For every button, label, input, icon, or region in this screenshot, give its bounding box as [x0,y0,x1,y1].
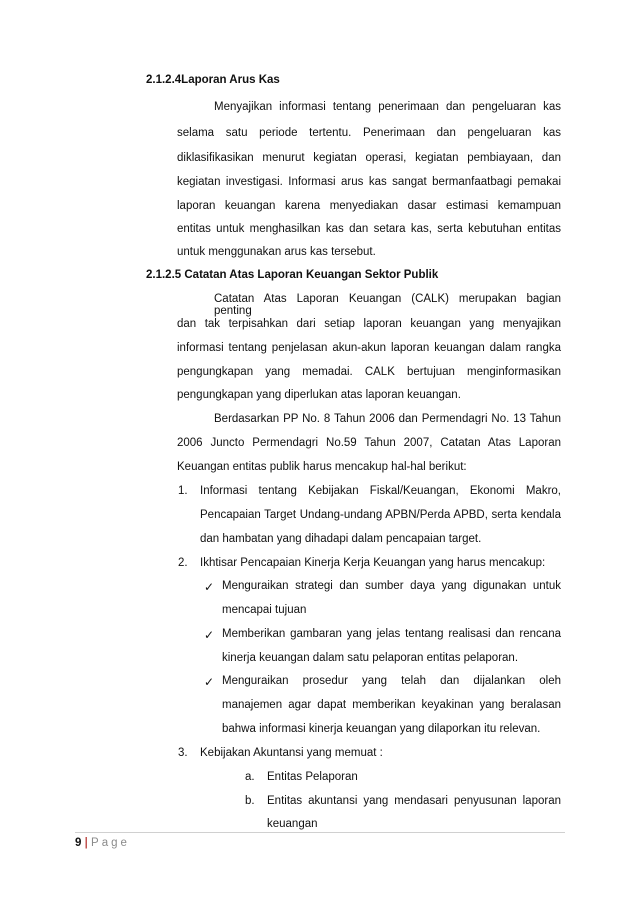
check-item-line: Memberikan gambaran yang jelas tentang realisasi dan rencana [222,628,561,640]
paragraph-line: Berdasarkan PP No. 8 Tahun 2006 dan Permendagri No. 13 Tahun [214,413,561,425]
section-heading-arus-kas: 2.1.2.4Laporan Arus Kas [146,74,280,86]
paragraph-line: untuk menggunakan arus kas tersebut. [177,246,376,258]
paragraph-line: Catatan Atas Laporan Keuangan (CALK) merupakan bagian penting [214,293,561,317]
paragraph-line: Menyajikan informasi tentang penerimaan dan pengeluaran kas [214,101,561,113]
list-item-line: Informasi tentang Kebijakan Fiskal/Keuangan, Ekonomi Makro, [200,485,561,497]
paragraph-line: Keuangan entitas publik harus mencakup hal-hal berikut: [177,461,467,473]
paragraph-line: kegiatan investigasi. Informasi arus kas sangat bermanfaatbagi pemakai [177,176,561,188]
page-label: Page [91,837,130,849]
list-number: 2. [178,557,188,569]
paragraph-line: entitas untuk menghasilkan kas dan setara kas, serta kebutuhan entitas [177,223,561,235]
paragraph-line: dan tak terpisahkan dari setiap laporan keuangan yang menyajikan [177,318,561,330]
check-item-line: mencapai tujuan [222,604,307,616]
sub-list-line: Entitas Pelaporan [267,771,358,783]
check-item-line: kinerja keuangan dalam satu pelaporan entitas pelaporan. [222,652,519,664]
paragraph-line: laporan keuangan karena menyediakan dasar estimasi kemampuan [177,200,561,212]
sub-list-line: Entitas akuntansi yang mendasari penyusunan laporan [267,795,561,807]
checkmark-icon: ✓ [204,675,215,689]
page-separator: | [84,837,88,849]
page-footer [75,837,130,849]
list-item-line: Pencapaian Target Undang-undang APBN/Perda APBD, serta kendala [200,509,561,521]
paragraph-line: pengungkapan yang diperlukan atas laporan keuangan. [177,389,461,401]
list-item-line: Kebijakan Akuntansi yang memuat : [200,747,383,759]
check-item-line: manajemen agar dapat memberikan keyakinan yang beralasan [222,699,561,711]
check-item-line: bahwa informasi kinerja keuangan yang dilaporkan itu relevan. [222,723,541,735]
paragraph-line: selama satu periode tertentu. Penerimaan dan pengeluaran kas [177,127,561,139]
check-item-line: Menguraikan prosedur yang telah dan dijalankan oleh [222,675,561,687]
paragraph-line: pengungkapan yang memadai. CALK bertujuan menginformasikan [177,366,561,378]
footer-rule [75,832,565,833]
sub-list-letter: b. [245,795,255,807]
check-item-line: Menguraikan strategi dan sumber daya yang digunakan untuk [222,580,561,592]
sub-list-line: keuangan [267,818,318,830]
section-heading-calk: 2.1.2.5 Catatan Atas Laporan Keuangan Sektor Publik [146,269,439,281]
paragraph-line: diklasifikasikan menurut kegiatan operasi, kegiatan pembiayaan, dan [177,152,561,164]
sub-list-letter: a. [245,771,255,783]
checkmark-icon: ✓ [204,628,215,642]
list-item-line: dan hambatan yang dihadapi dalam pencapaian target. [200,533,482,545]
list-number: 1. [178,485,188,497]
paragraph-line: 2006 Juncto Permendagri No.59 Tahun 2007, Catatan Atas Laporan [177,437,561,449]
list-number: 3. [178,747,188,759]
paragraph-line: informasi tentang penjelasan akun-akun laporan keuangan dalam rangka [177,342,561,354]
checkmark-icon: ✓ [204,580,215,594]
list-item-line: Ikhtisar Pencapaian Kinerja Kerja Keuangan yang harus mencakup: [200,557,546,569]
page-number: 9 [75,837,82,849]
